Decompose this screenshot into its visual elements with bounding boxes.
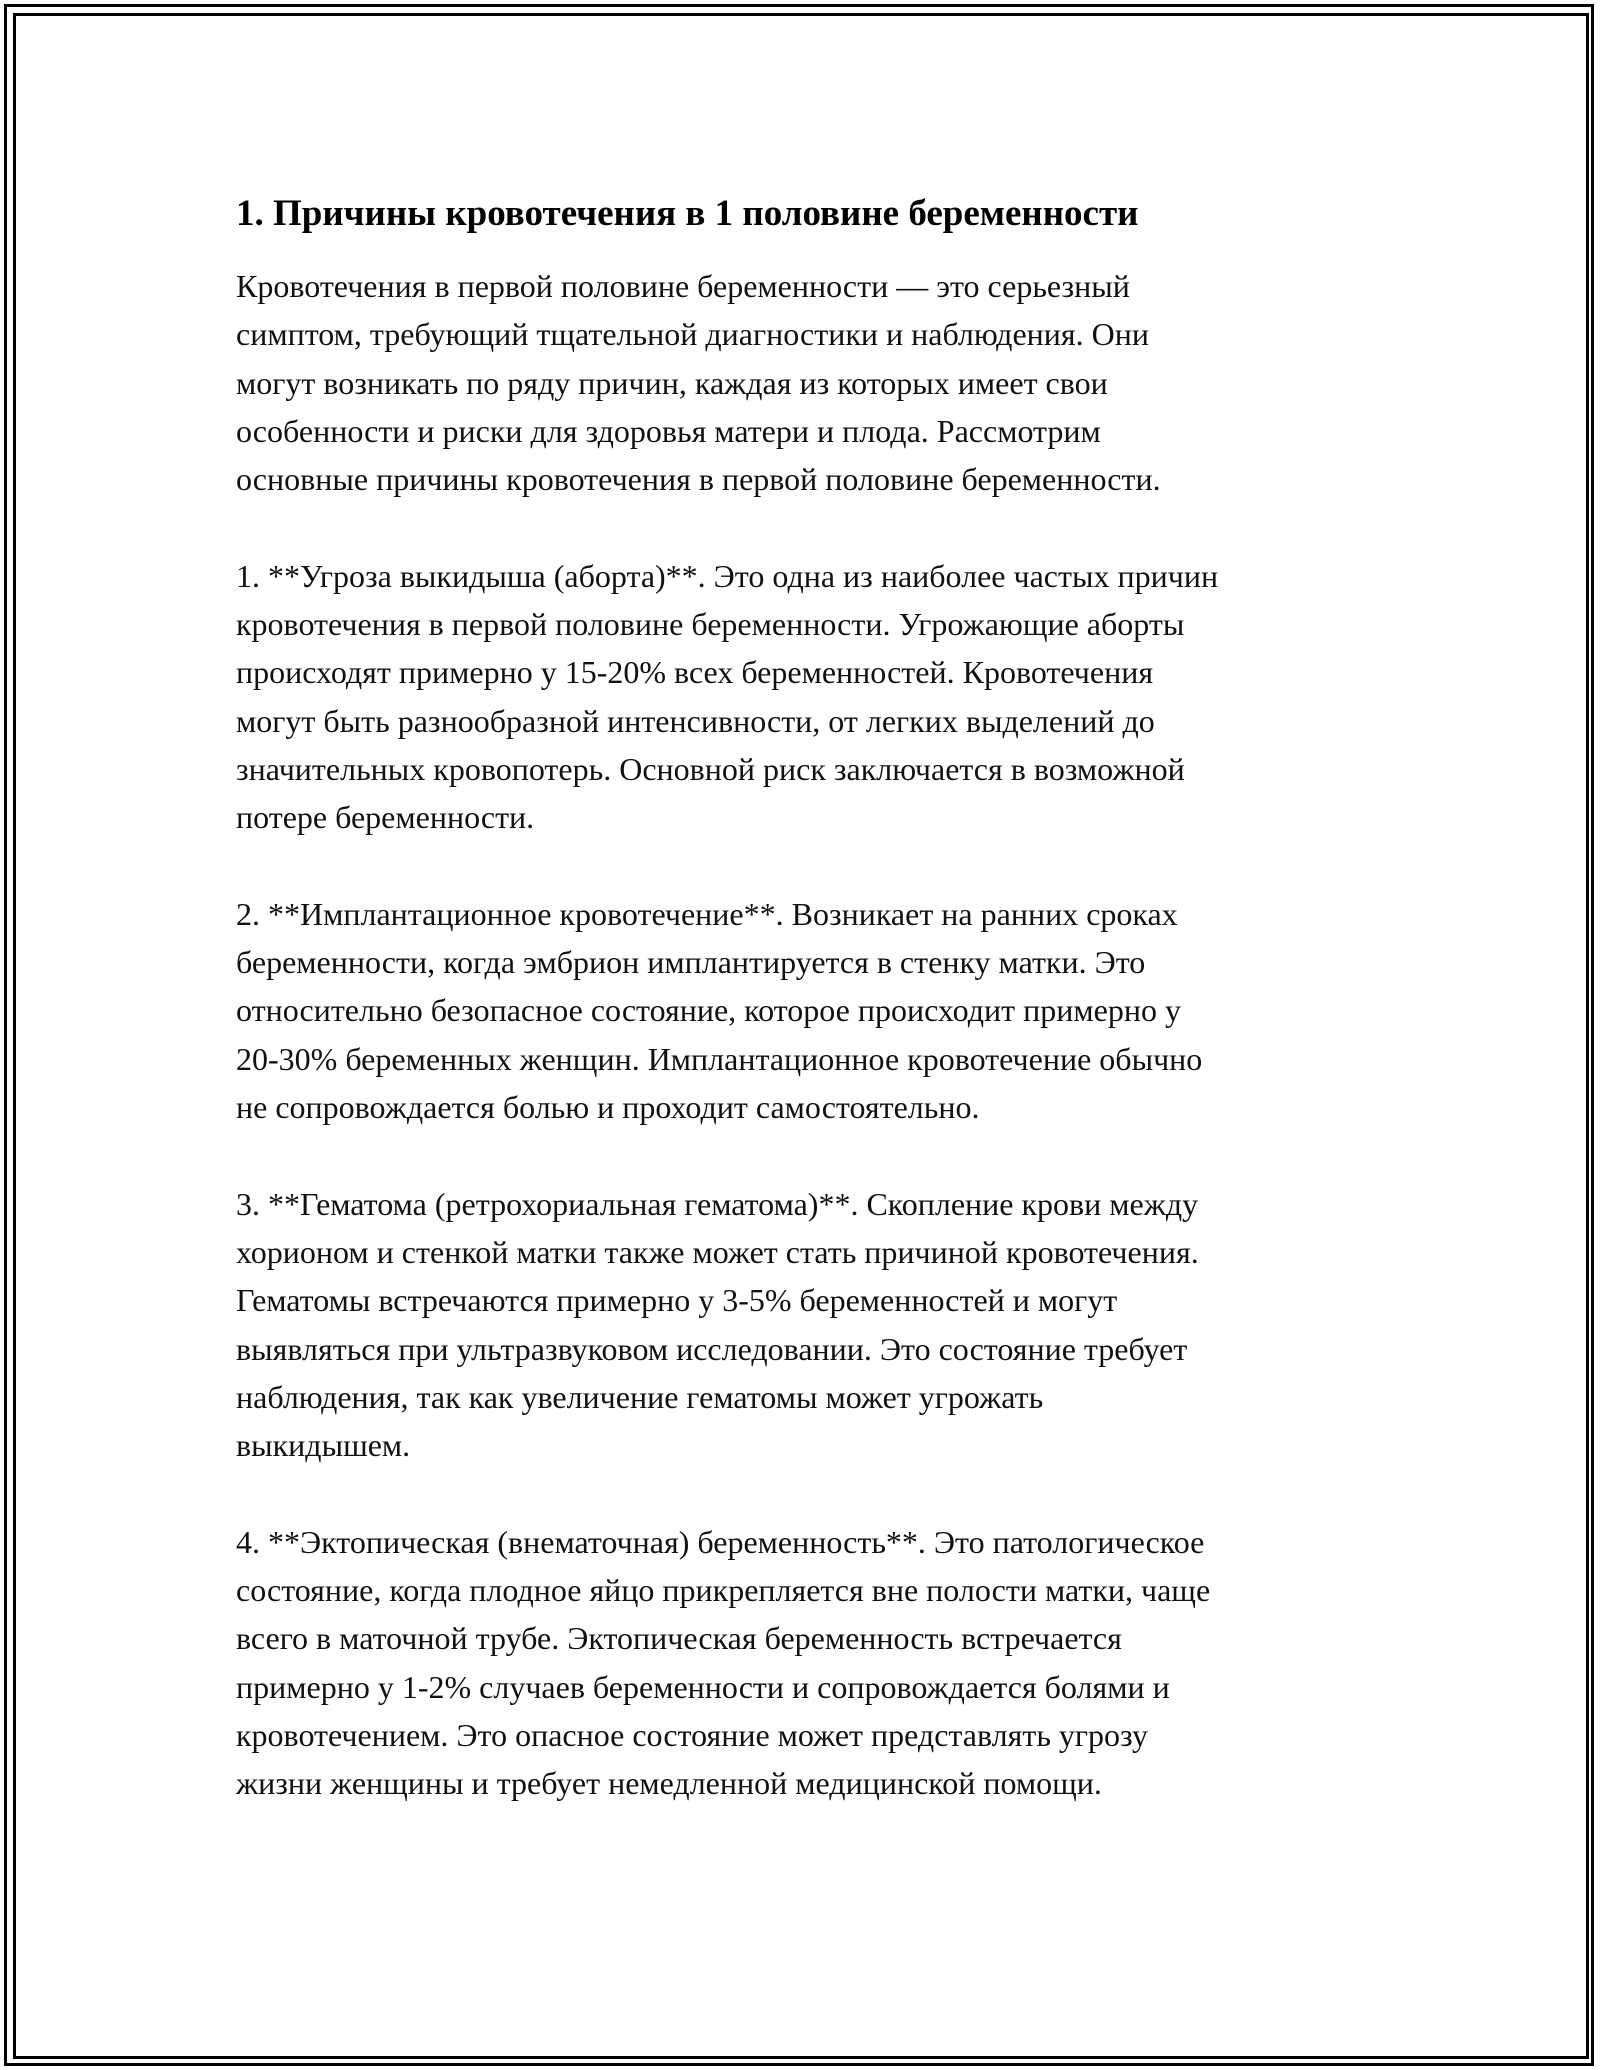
cause-4-paragraph: 4. **Эктопическая (внематочная) беременность**. Это патологическое состояние, когда плодное яйцо прикрепляется вне полости матки, чаще всего в маточной трубе. Эктопическая беременность встречается примерно у 1-2% случаев беременности и сопровождается болями и кровотечением. Это опасное состояние может представлять угрозу жизни женщины и требует немедленной медицинской помощи. [236, 1523, 1211, 1802]
cause-2-paragraph: 2. **Имплантационное кровотечение**. Возникает на ранних сроках беременности, когда эмбрион имплантируется в стенку матки. Это относительно безопасное состояние, которое происходит примерно у 20-30% беременных женщин. Имплантационное кровотечение обычно не сопровождается болью и проходит самостоятельно. [236, 895, 1203, 1126]
intro-paragraph: Кровотечения в первой половине беременности — это серьезный симптом, требующий тщательной диагностики и наблюдения. Они могут возникать по ряду причин, каждая из которых имеет свои особенности и риски для здоровья матери и плода. Рассмотрим основные причины кровотечения в первой половине беременности. [236, 268, 1161, 498]
document-body [236, 190, 1396, 1856]
page-title: 1. Причины кровотечения в 1 половине беременности [236, 193, 1139, 234]
cause-1-paragraph: 1. **Угроза выкидыша (аборта)**. Это одна из наиболее частых причин кровотечения в первой половине беременности. Угрожающие аборты происходят примерно у 15-20% всех беременностей. Кровотечения могут быть разнообразной интенсивности, от легких выделений до значительных кровопотерь. Основной риск заключается в возможной потере беременности. [236, 557, 1219, 836]
cause-3-paragraph: 3. **Гематома (ретрохориальная гематома)**. Скопление крови между хорионом и стенкой матки также может стать причиной кровотечения. Гематомы встречаются примерно у 3-5% беременностей и могут выявляться при ультразвуковом исследовании. Это состояние требует наблюдения, так как увеличение гематомы может угрожать выкидышем. [236, 1185, 1199, 1464]
